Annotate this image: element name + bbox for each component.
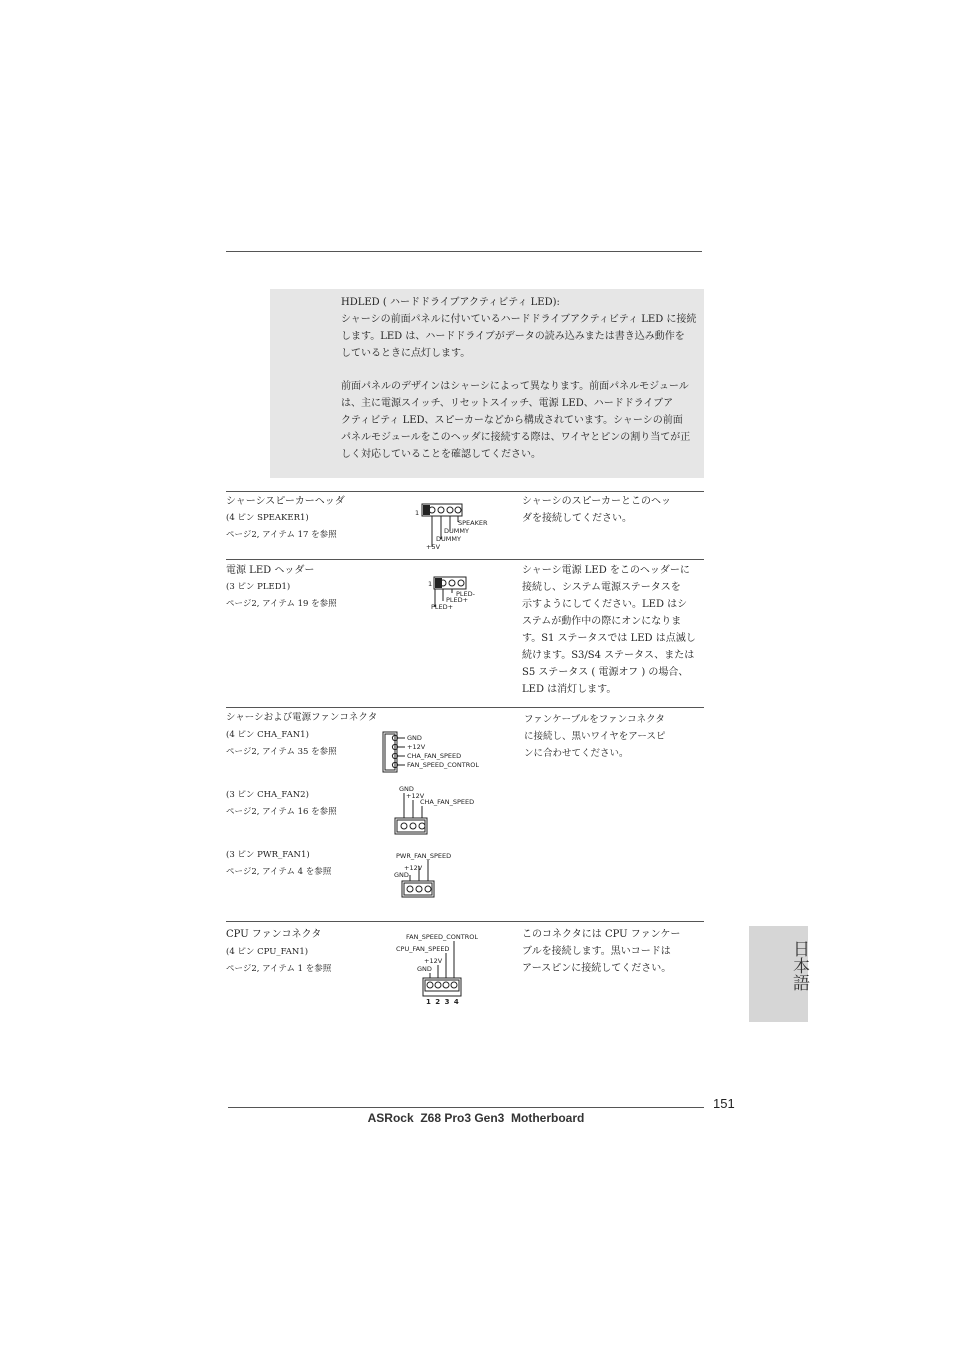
pled-plus-label: PLED+ — [446, 596, 469, 604]
pwr-fan-speed-label: PWR_FAN_SPEED — [396, 852, 452, 860]
pled-desc-line: す。S1 ステータスでは LED は点滅し — [522, 633, 696, 644]
fan-desc-line: に接続し、黒いワイヤをアースピ — [524, 731, 666, 742]
dummy-label: DUMMY — [436, 535, 461, 543]
fan-speed-control-label: FAN_SPEED_CONTROL — [407, 761, 479, 769]
pwr-fan1-ref: ページ2, アイテム 4 を参照 — [226, 867, 332, 877]
speaker-pins: (4 ピン SPEAKER1) — [226, 513, 309, 523]
cpu-desc-line: このコネクタには CPU ファンケー — [522, 929, 681, 940]
cpu-ref: ページ2, アイテム 1 を参照 — [226, 964, 332, 974]
section-rule — [226, 921, 704, 922]
footer-product: ASRock Z68 Pro3 Gen3 Motherboard — [367, 1111, 585, 1125]
fan-speed-label: CHA_FAN_SPEED — [420, 798, 475, 806]
gnd-label: GND — [394, 871, 409, 879]
speaker-desc-line: ダを接続してください。 — [522, 513, 632, 524]
panel-line: は、主に電源スイッチ、リセットスイッチ、電源 LED、ハードドライブア — [341, 398, 674, 409]
pled-ref: ページ2, アイテム 19 を参照 — [226, 599, 337, 609]
fan-speed-label: CHA_FAN_SPEED — [407, 752, 462, 760]
panel-line: パネルモジュールをこのヘッダに接続する際は、ワイヤとピンの割り当てが正 — [341, 432, 691, 443]
pled-desc-line: 接続し、システム電源ステータスを — [522, 582, 681, 593]
top-rule — [226, 251, 702, 252]
gnd-label: GND — [399, 785, 414, 793]
panel-line: クティビティ LED、スピーカーなどから構成されています。シャーシの前面 — [341, 415, 683, 426]
cha-fan1-diagram — [380, 728, 500, 776]
language-tab — [749, 926, 808, 1022]
fan-desc-line: ファンケーブルをファンコネクタ — [524, 714, 665, 725]
plus12v-label: +12V — [404, 864, 423, 872]
footer-rule — [228, 1107, 704, 1108]
cha-fan2-diagram — [392, 782, 492, 838]
fan-desc-line: ンに合わせてください。 — [524, 748, 629, 759]
dummy-label: DUMMY — [444, 527, 469, 535]
panel-line: しく対応していることを確認してください。 — [341, 449, 541, 460]
language-tab-label: 日本語 — [789, 940, 809, 991]
cpu-fan-speed-label: CPU_FAN_SPEED — [396, 945, 450, 953]
speaker-desc-line: シャーシのスピーカーとこのヘッ — [522, 496, 671, 507]
gnd-label: GND — [407, 734, 422, 742]
pin1-label: 1 — [415, 509, 420, 517]
plus12v-label: +12V — [424, 957, 443, 965]
plus12v-label: +12V — [406, 792, 425, 800]
cpu-desc-line: アースピンに接続してください。 — [522, 963, 672, 974]
pin1-label: 1 — [428, 580, 433, 588]
pled-title: 電源 LED ヘッダー — [226, 565, 315, 576]
plus12v-label: +12V — [407, 743, 426, 751]
cpu-pins: (4 ピン CPU_FAN1) — [226, 947, 309, 957]
pwr-fan1-pins: (3 ピン PWR_FAN1) — [226, 850, 310, 860]
pled-desc-line: LED は消灯します。 — [522, 684, 617, 695]
pwr-fan1-diagram — [392, 849, 482, 901]
hdled-line: しているときに点灯します。 — [341, 348, 471, 359]
cha-fan1-ref: ページ2, アイテム 35 を参照 — [226, 747, 337, 757]
fan-speed-control-label: FAN_SPEED_CONTROL — [406, 933, 478, 941]
gnd-label: GND — [417, 965, 432, 973]
pled-desc-line: ステムが動作中の際にオンになりま — [522, 616, 682, 627]
speaker-ref: ページ2, アイテム 17 を参照 — [226, 530, 337, 540]
hdled-line: シャーシの前面パネルに付いているハードドライブアクティビティ LED に接続 — [341, 314, 697, 325]
page-number: 151 — [713, 1096, 735, 1111]
panel-line: 前面パネルのデザインはシャーシによって異なります。前面パネルモジュール — [341, 381, 689, 392]
pled-header-diagram — [425, 573, 485, 613]
pin-numbers: 1 2 3 4 — [426, 998, 460, 1006]
pled-desc-line: シャーシ電源 LED をこのヘッダーに — [522, 565, 690, 576]
cha-fan2-pins: (3 ピン CHA_FAN2) — [226, 790, 309, 800]
pled-minus-label: PLED- — [456, 590, 475, 598]
speaker-label: SPEAKER — [458, 519, 488, 527]
cpu-fan-diagram — [394, 928, 494, 1008]
pled-pins: (3 ピン PLED1) — [226, 582, 291, 592]
speaker-header-diagram — [412, 500, 502, 555]
hdled-title: HDLED ( ハードドライブアクティビティ LED): — [341, 297, 560, 308]
pled-plus-label: PLED+ — [431, 603, 454, 611]
cpu-title: CPU ファンコネクタ — [226, 929, 322, 940]
section-rule — [226, 707, 704, 708]
pled-desc-line: 続けます。S3/S4 ステータス、または — [522, 650, 695, 661]
cpu-desc-line: ブルを接続します。黒いコードは — [522, 946, 671, 957]
pled-desc-line: S5 ステータス ( 電源オフ ) の場合、 — [522, 667, 689, 678]
section-rule — [226, 559, 704, 560]
hdled-line: します。LED は、ハードドライブがデータの読み込みまたは書き込み動作を — [341, 331, 685, 342]
plus5v-label: +5V — [426, 543, 441, 551]
speaker-title: シャーシスピーカーヘッダ — [226, 496, 345, 507]
section-rule — [226, 491, 704, 492]
pled-desc-line: 示すようにしてください。LED はシ — [522, 599, 688, 610]
cha-fan1-pins: (4 ピン CHA_FAN1) — [226, 730, 309, 740]
fan-title: シャーシおよび電源ファンコネクタ — [226, 712, 378, 723]
cha-fan2-ref: ページ2, アイテム 16 を参照 — [226, 807, 337, 817]
